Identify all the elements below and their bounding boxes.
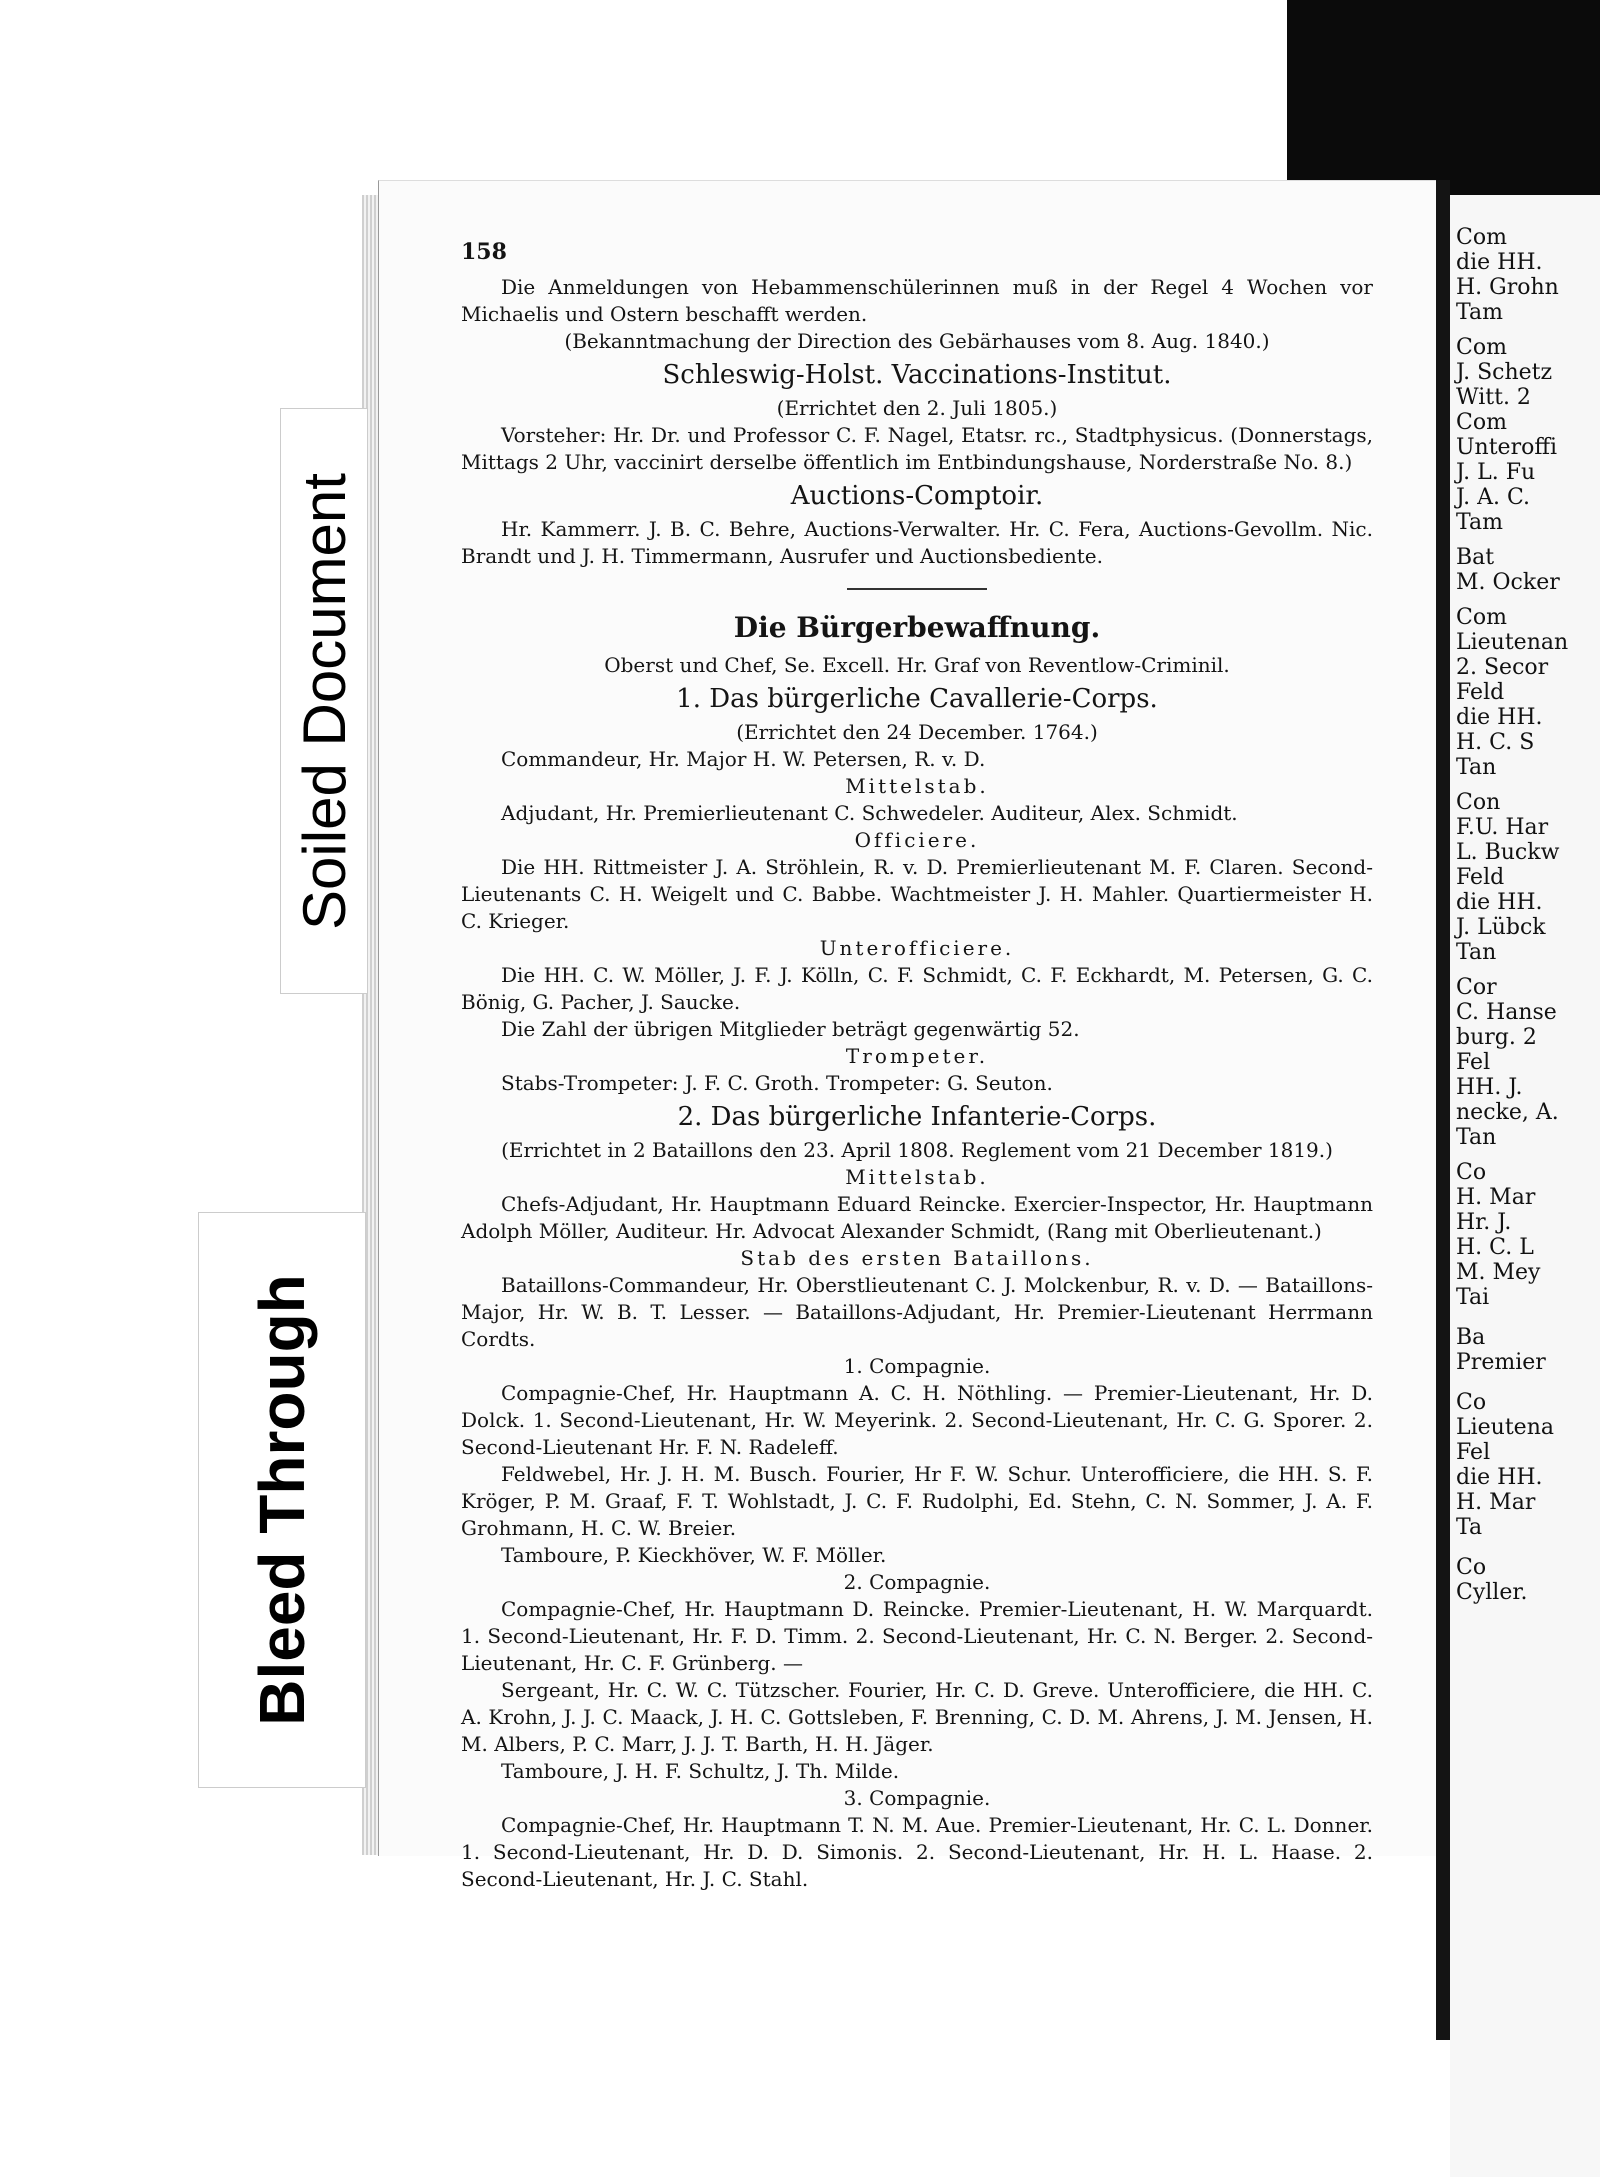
text-line: (Bekanntmachung der Direction des Gebärhauses vom 8. Aug. 1840.) [564,329,1270,353]
text-line: Unterofficiere. [819,936,1015,960]
facing-page-fragment: Tam [1456,300,1503,325]
text-line: Hr. Kammerr. J. B. C. Behre, Auctions-Verwalter. Hr. C. Fera, Auctions-Gevollm. Nic. Brandt und J. H. Timmermann, Ausrufer und Auctionsbediente. [461,517,1373,568]
facing-page-fragment: die HH. [1456,705,1543,730]
facing-page-fragment: Fel [1456,1440,1491,1465]
main-page [378,180,1437,1891]
facing-page-fragment: Fel [1456,1050,1491,1075]
soiled-document-text: Soiled Document [290,472,358,930]
facing-page [1450,195,1600,2177]
text-line: 1. Das bürgerliche Cavallerie-Corps. [676,684,1158,714]
facing-page-fragment: Tan [1456,1125,1497,1150]
page-gutter [1436,180,1450,2040]
facing-page-fragment: die HH. [1456,250,1543,275]
facing-page-fragment: Feld [1456,680,1505,705]
text-line: Tamboure, P. Kieckhöver, W. F. Möller. [501,1543,887,1567]
text-line: (Errichtet den 24 December. 1764.) [736,720,1098,744]
facing-page-fragment: J. L. Fu [1456,460,1536,485]
text-line: Die HH. Rittmeister J. A. Ströhlein, R. v. D. Premierlieutenant M. F. Claren. Second-Lieutenants C. H. Weigelt und C. Babbe. Wachtmeister J. H. Mahler. Quartiermeister H. C. Krieger. [461,855,1373,933]
text-line: Chefs-Adjudant, Hr. Hauptmann Eduard Reincke. Exercier-Inspector, Hr. Hauptmann Adolph Möller, Auditeur. Hr. Advocat Alexander Schmidt, (Rang mit Oberlieutenant.) [461,1192,1373,1243]
text-line: (Errichtet in 2 Bataillons den 23. April 1808. Reglement vom 21 December 1819.) [501,1138,1333,1162]
facing-page-fragment: Lieutena [1456,1415,1554,1440]
text-line: Compagnie-Chef, Hr. Hauptmann D. Reincke. Premier-Lieutenant, H. W. Marquardt. 1. Second-Lieutenant, Hr. F. D. Timm. 2. Second-Lieutenant, Hr. C. N. Berger. 2. Second-Lieutenant, Hr. C. F. Grünberg. — [461,1597,1373,1675]
text-line: Feldwebel, Hr. J. H. M. Busch. Fourier, Hr F. W. Schur. Unterofficiere, die HH. S. F. Kröger, P. M. Graaf, F. T. Wohlstadt, J. C. F. Rudolphi, Ed. Stehn, C. N. Sommer, J. A. F. Grohmann, H. C. W. Breier. [461,1462,1373,1540]
facing-page-fragment: M. Mey [1456,1260,1541,1285]
facing-page-fragment: Ba [1456,1325,1486,1350]
scan-black-bar [1287,0,1600,195]
facing-page-fragment: L. Buckw [1456,840,1560,865]
facing-page-fragment: J. Lübck [1456,915,1546,940]
facing-page-fragment: HH. J. [1456,1075,1523,1100]
text-line: Mittelstab. [845,1165,989,1189]
facing-page-fragment: 2. Secor [1456,655,1549,680]
facing-page-fragment: Lieutenan [1456,630,1569,655]
text-line: 2. Das bürgerliche Infanterie-Corps. [677,1102,1157,1132]
text-line: 1. Compagnie. [843,1354,991,1378]
page-lines [461,274,1373,1893]
soiled-document-label [280,408,368,994]
facing-page-fragment: Ta [1456,1515,1483,1540]
text-line: Sergeant, Hr. C. W. C. Tützscher. Fourier, Hr. C. D. Greve. Unterofficiere, die HH. C. A. Krohn, J. J. C. Maack, J. H. C. Gottsleben, F. Brenning, C. D. M. Ahrens, J. M. Jensen, H. M. Albers, P. C. Marr, J. J. T. Barth, H. H. Jäger. [461,1678,1373,1756]
facing-page-fragment: H. C. S [1456,730,1535,755]
facing-page-fragment: H. C. L [1456,1235,1534,1260]
text-line: Vorsteher: Hr. Dr. und Professor C. F. Nagel, Etatsr. rc., Stadtphysicus. (Donnerstags, Mittags 2 Uhr, vaccinirt derselbe öffentlich im Entbindungshause, Norderstraße No. 8.) [461,423,1373,474]
facing-page-fragment: H. Mar [1456,1490,1536,1515]
facing-page-fragment: Con [1456,790,1501,815]
facing-page-fragment: H. Mar [1456,1185,1536,1210]
text-line: 3. Compagnie. [843,1786,991,1810]
section-rule [847,588,987,590]
text-line: Officiere. [854,828,980,852]
facing-page-fragment: Com [1456,410,1507,435]
text-line: Stab des ersten Bataillons. [740,1246,1094,1270]
facing-page-fragment: Com [1456,335,1507,360]
text-line: 2. Compagnie. [843,1570,991,1594]
facing-page-fragment: Tai [1456,1285,1490,1310]
facing-page-fragment: Cor [1456,975,1497,1000]
bleed-through-label [198,1212,366,1788]
text-line: Compagnie-Chef, Hr. Hauptmann A. C. H. Nöthling. — Premier-Lieutenant, Hr. D. Dolck. 1. Second-Lieutenant, Hr. W. Meyerink. 2. Second-Lieutenant, Hr. C. G. Sporer. 2. Second-Lieutenant Hr. F. N. Radeleff. [461,1381,1373,1459]
text-line: Trompeter. [845,1044,989,1068]
facing-page-fragment: die HH. [1456,890,1543,915]
text-line: Commandeur, Hr. Major H. W. Petersen, R. v. D. [501,747,986,771]
facing-page-fragment: Feld [1456,865,1505,890]
facing-page-fragment: Co [1456,1555,1487,1580]
text-line: Tamboure, J. H. F. Schultz, J. Th. Milde. [501,1759,900,1783]
text-line: Compagnie-Chef, Hr. Hauptmann T. N. M. Aue. Premier-Lieutenant, Hr. C. L. Donner. 1. Second-Lieutenant, Hr. D. D. Simonis. 2. Second-Lieutenant, Hr. H. L. Haase. 2. Second-Lieutenant, Hr. J. C. Stahl. [461,1813,1373,1891]
text-line: Die Anmeldungen von Hebammenschülerinnen muß in der Regel 4 Wochen vor Michaelis und Ostern beschafft werden. [461,275,1373,326]
facing-page-fragment: Co [1456,1160,1487,1185]
text-line: Die Zahl der übrigen Mitglieder beträgt gegenwärtig 52. [501,1017,1080,1041]
text-line: Schleswig-Holst. Vaccinations-Institut. [662,360,1172,390]
page-text [461,239,1373,1893]
facing-page-fragment: Premier [1456,1350,1546,1375]
facing-page-fragment: die HH. [1456,1465,1543,1490]
facing-page-fragment: C. Hanse [1456,1000,1557,1025]
text-line: Bataillons-Commandeur, Hr. Oberstlieutenant C. J. Molckenbur, R. v. D. — Bataillons-Major, Hr. W. B. T. Lesser. — Bataillons-Adjudant, Hr. Premier-Lieutenant Herrmann Cordts. [461,1273,1373,1351]
facing-page-fragment: Tan [1456,755,1497,780]
facing-page-fragment: Com [1456,225,1507,250]
facing-page-fragment: F.U. Har [1456,815,1549,840]
text-line: Stabs-Trompeter: J. F. C. Groth. Trompeter: G. Seuton. [501,1071,1053,1095]
text-line: (Errichtet den 2. Juli 1805.) [776,396,1058,420]
text-line: Mittelstab. [845,774,989,798]
facing-page-fragment: Bat [1456,545,1495,570]
text-line: Adjudant, Hr. Premierlieutenant C. Schwedeler. Auditeur, Alex. Schmidt. [501,801,1238,825]
facing-page-fragment: H. Grohn [1456,275,1559,300]
bleed-through-text: Bleed Through [246,1274,318,1726]
text-line: Die HH. C. W. Möller, J. F. J. Kölln, C. F. Schmidt, C. F. Eckhardt, M. Petersen, G. C. Bönig, G. Pacher, J. Saucke. [461,963,1373,1014]
facing-page-fragment: burg. 2 [1456,1025,1537,1050]
facing-page-fragment: Tan [1456,940,1497,965]
facing-page-fragment: M. Ocker [1456,570,1560,595]
facing-page-fragment: necke, A. [1456,1100,1559,1125]
facing-page-fragment: Tam [1456,510,1503,535]
facing-page-fragment: Com [1456,605,1507,630]
page-number: 158 [461,239,507,265]
text-line: Die Bürgerbewaffnung. [733,611,1101,644]
text-line: Oberst und Chef, Se. Excell. Hr. Graf von Reventlow-Criminil. [604,653,1230,677]
facing-page-fragment: Co [1456,1390,1487,1415]
facing-page-fragment: J. Schetz [1456,360,1553,385]
facing-page-fragment: Witt. 2 [1456,385,1531,410]
text-line: Auctions-Comptoir. [790,481,1044,511]
facing-page-fragment: J. A. C. [1456,485,1531,510]
facing-page-fragment: Unteroffi [1456,435,1557,460]
facing-page-fragment: Hr. J. [1456,1210,1512,1235]
facing-page-fragment: Cyller. [1456,1580,1528,1605]
